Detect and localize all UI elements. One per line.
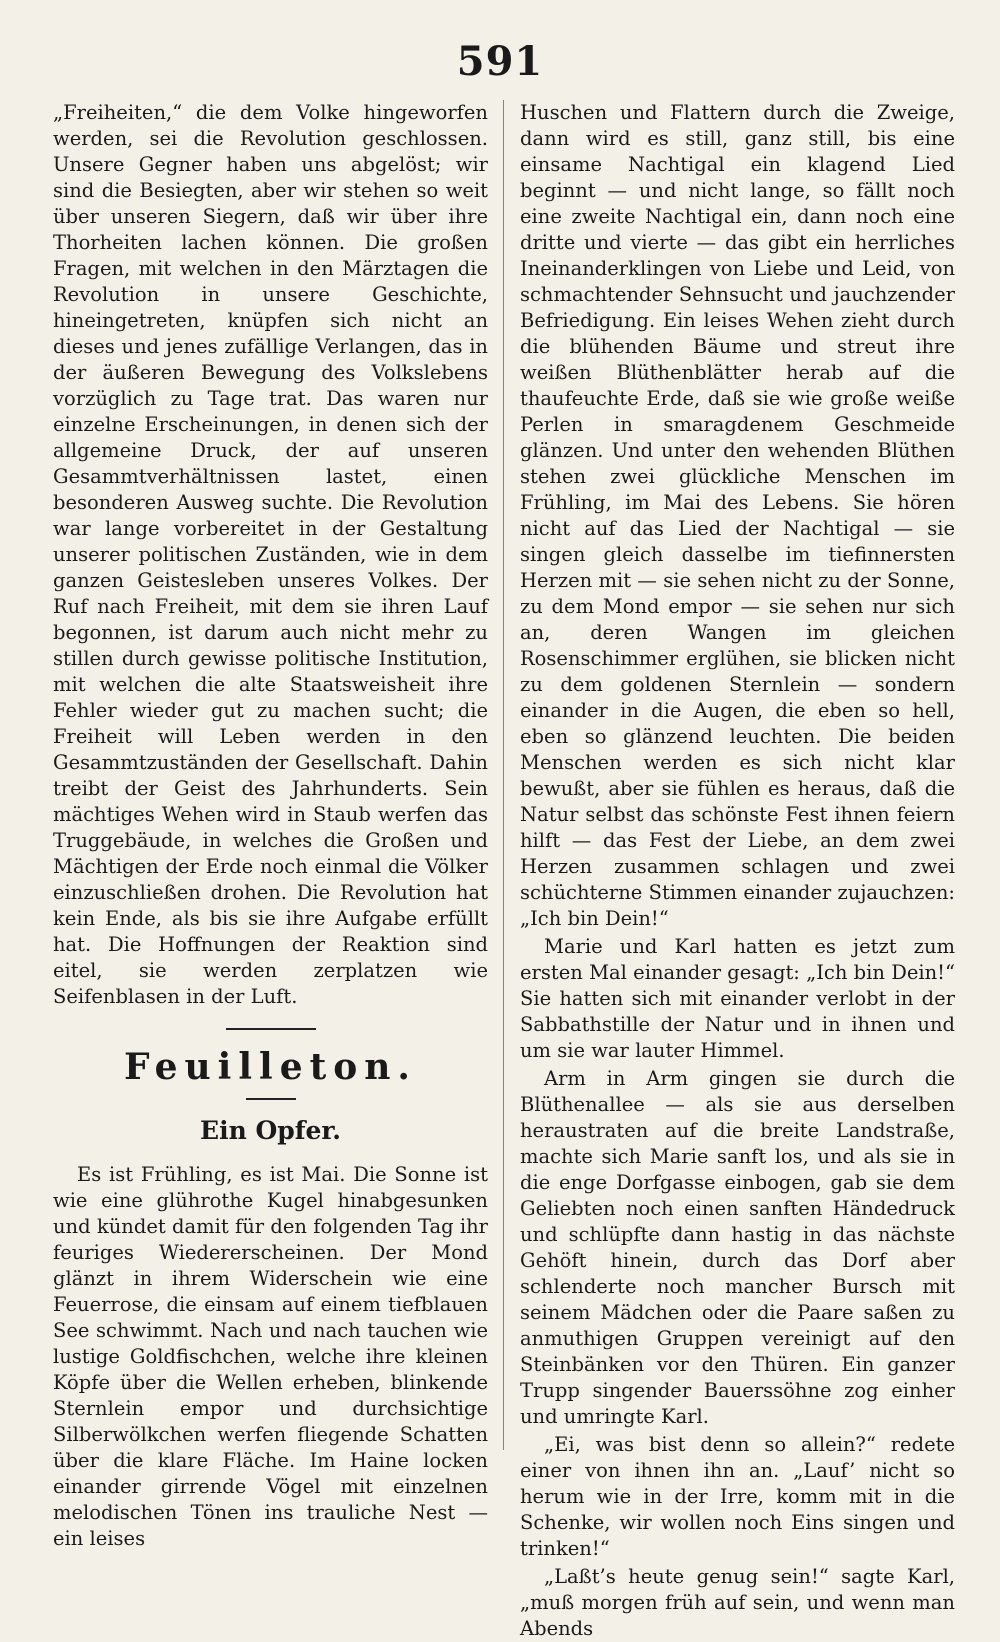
title-divider [246,1098,296,1100]
story-paragraph: „Laßt’s heute genug sein!“ sagte Karl, „muß morgen früh auf sein, und wenn man Abends [520,1565,955,1640]
page-number: 591 [456,38,544,85]
story-title: Ein Opfer. [200,1116,341,1145]
story-paragraph: Huschen und Flattern durch die Zweige, dann wird es still, ganz still, bis eine einsame Nachtigal ein klagend Lied beginnt — und nicht lange, so fällt noch eine zweite Nachtigal ein, dann noch eine dritte und vierte — das gibt ein herrliches Ineinanderklingen von Liebe und Leid, von schmachtender Sehnsucht und jauchzender Befriedigung. Ein leises Wehen zieht durch die blühenden Bäume und streut ihre weißen Blüthenblätter herab auf die thaufeuchte Erde, daß sie wie große weiße Perlen in smaragdenem Geschmeide glänzen. Und unter den wehenden Blüthen stehen zwei glückliche Menschen im Frühling, im Mai des Lebens. Sie hören nicht auf das Lied der Nachtigal — sie singen gleich dasselbe im tiefinnersten Herzen mit — sie sehen nicht zu der Sonne, zu dem Mond empor — sie sehen nur sich an, deren Wangen im gleichen Rosenschimmer erglühen, sie blicken nicht zu dem goldenen Sternlein — sondern einander in die Augen, die eben so hell, eben so glänzend leuchten. Die beiden Menschen werden es sich nicht klar bewußt, aber sie fühlen es heraus, daß die Natur selbst das schönste Fest ihnen feiern hilft — das Fest der Liebe, an dem zwei Herzen zusammen schlagen und zwei schüchterne Stimmen einander zujauchzen: „Ich bin Dein!“ [520,101,955,930]
column-separator [503,100,504,1450]
left-column [53,100,488,1550]
story-paragraph: „Ei, was bist denn so allein?“ redete einer von ihnen ihn an. „Lauf’ nicht so herum wie in der Irre, komm mit in die Schenke, wir wollen noch Eins singen und trinken!“ [520,1433,955,1560]
story-paragraph: Es ist Frühling, es ist Mai. Die Sonne ist wie eine glührothe Kugel hinabgesunken und kündet damit für den folgenden Tag ihr feuriges Wiedererscheinen. Der Mond glänzt in ihrem Widerschein wie eine Feuerrose, die einsam auf einem tiefblauen See schwimmt. Nach und nach tauchen wie lustige Goldfischchen, welche ihre kleinen Köpfe über die Wellen erheben, blinkende Sternlein empor und durchsichtige Silberwölkchen werfen fliegende Schatten über die klare Fläche. Im Haine locken einander girrende Vögel mit einzelnen melodischen Tönen ins trauliche Nest — ein leises [53,1163,488,1550]
section-title: Feuilleton. [124,1046,417,1088]
story-paragraph: Marie und Karl hatten es jetzt zum ersten Mal einander gesagt: „Ich bin Dein!“ Sie hatten sich mit einander verlobt in der Sabbathstille der Natur und in ihnen und um sie war lauter Himmel. [520,935,955,1062]
right-column [520,100,955,1640]
section-divider [226,1028,316,1030]
article-paragraph: „Freiheiten,“ die dem Volke hingeworfen werden, sei die Revolution geschlossen. Unsere Gegner haben uns abgelöst; wir sind die Besiegten, aber wir stehen so weit über unseren Siegern, daß wir über ihre Thorheiten lachen können. Die großen Fragen, mit welchen in den Märztagen die Revolution in unsere Geschichte, hineingetreten, knüpfen sich nicht an dieses und jenes zufällige Verlangen, das in der äußeren Bewegung des Volkslebens vorzüglich zu Tage trat. Das waren nur einzelne Erscheinungen, in denen sich der allgemeine Druck, der auf unseren Gesammtverhältnissen lastet, einen besonderen Ausweg suchte. Die Revolution war lange vorbereitet in der Gestaltung unserer politischen Zuständen, wie in dem ganzen Geistesleben unseres Volkes. Der Ruf nach Freiheit, mit dem sie ihren Lauf begonnen, ist darum auch nicht mehr zu stillen durch gewisse politische Institution, mit welchen die alte Staatsweisheit ihre Fehler wieder gut zu machen sucht; die Freiheit will Leben werden in den Gesammtzuständen der Gesellschaft. Dahin treibt der Geist des Jahrhunderts. Sein mächtiges Wehen wird in Staub werfen das Truggebäude, in welches die Großen und Mächtigen der Erde noch einmal die Völker einzuschließen drohen. Die Revolution hat kein Ende, als bis sie ihre Aufgabe erfüllt hat. Die Hoffnungen der Reaktion sind eitel, sie werden zerplatzen wie Seifenblasen in der Luft. [53,101,488,1008]
story-paragraph: Arm in Arm gingen sie durch die Blüthenallee — als sie aus derselben heraustraten auf die breite Landstraße, machte sich Marie sanft los, und als sie in die enge Dorfgasse einbogen, gab sie dem Geliebten noch einen sanften Händedruck und schlüpfte dann hastig in das nächste Gehöft hinein, durch das Dorf aber schlenderte noch mancher Bursch mit seinem Mädchen oder die Paare saßen zu anmuthigen Gruppen vereinigt auf den Steinbänken vor den Thüren. Ein ganzer Trupp singender Bauerssöhne zog einher und umringte Karl. [520,1067,955,1428]
story-body [53,1162,488,1552]
